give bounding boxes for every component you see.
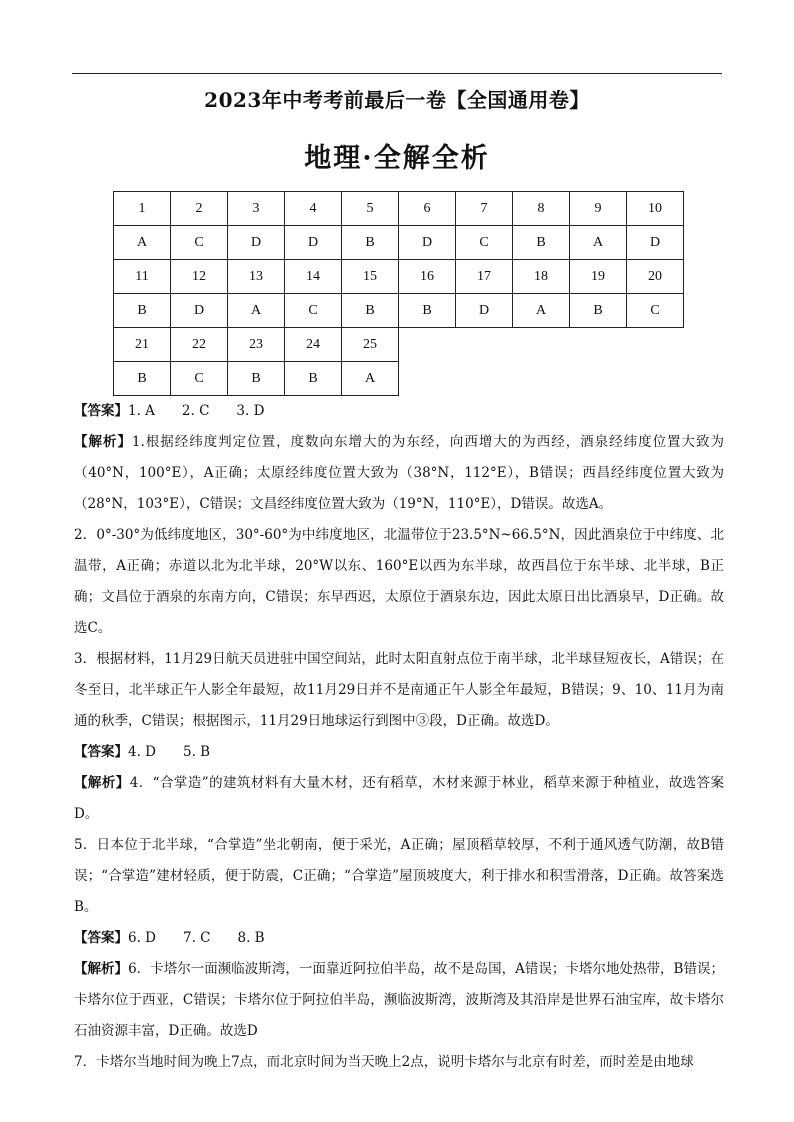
question-number-row [114,192,684,226]
analysis-paragraph [74,768,724,830]
answer-line [74,396,724,427]
question-number-cell: 22 [171,328,228,362]
empty-cell [513,362,570,396]
answer-cell: A [513,294,570,328]
exam-title: 2023年中考考前最后一卷【全国通用卷】 [204,88,590,112]
analysis-paragraph [74,427,724,520]
answer-row [114,362,684,396]
section-text: 1. A 2. C 3. D [128,403,265,419]
section-tag: 【解析】 [74,961,129,977]
question-number-cell: 4 [285,192,342,226]
answer-cell: C [456,226,513,260]
answer-cell: B [228,362,285,396]
answer-cell: D [171,294,228,328]
section-text: 6．卡塔尔一面濒临波斯湾，一面靠近阿拉伯半岛，故不是岛国，A错误；卡塔尔地处热带，B错误；卡塔尔位于西亚，C错误；卡塔尔位于阿拉伯半岛，濒临波斯湾，波斯湾及其沿岸是世界石油宝库，故卡塔尔石油资源丰富，D正确。故选D [74,961,724,1039]
subject-title: 地理·全解全析 [304,143,490,174]
section-tag: 【解析】 [74,434,132,450]
question-number-cell: 5 [342,192,399,226]
section-tag: 【答案】 [74,403,128,419]
analysis-content [74,396,724,1078]
question-number-cell: 6 [399,192,456,226]
question-number-cell: 1 [114,192,171,226]
answer-cell: A [228,294,285,328]
answer-cell: B [570,294,627,328]
empty-cell [570,328,627,362]
question-number-cell: 20 [627,260,684,294]
question-number-cell: 2 [171,192,228,226]
empty-cell [399,328,456,362]
answer-cell: C [171,226,228,260]
answer-cell: D [285,226,342,260]
question-number-row [114,260,684,294]
answer-cell: B [285,362,342,396]
question-number-cell: 17 [456,260,513,294]
answer-cell: A [114,226,171,260]
empty-cell [399,362,456,396]
empty-cell [513,328,570,362]
empty-cell [570,362,627,396]
question-number-cell: 10 [627,192,684,226]
answer-cell: C [627,294,684,328]
question-number-cell: 23 [228,328,285,362]
section-text: 7．卡塔尔当地时间为晚上7点，而北京时间为当天晚上2点，说明卡塔尔与北京有时差，而时差是由地球 [74,1054,694,1070]
analysis-paragraph [74,644,724,737]
answer-cell: D [399,226,456,260]
answer-line [74,923,724,954]
question-number-cell: 8 [513,192,570,226]
section-text: 4．“合掌造”的建筑材料有大量木材，还有稻草，木材来源于林业，稻草来源于种植业，故选答案D。 [74,775,724,822]
question-number-cell: 13 [228,260,285,294]
answer-cell: C [171,362,228,396]
empty-cell [456,362,513,396]
question-number-row [114,328,684,362]
question-number-cell: 24 [285,328,342,362]
section-tag: 【解析】 [74,775,130,791]
answer-cell: A [342,362,399,396]
answer-cell: C [285,294,342,328]
empty-cell [627,328,684,362]
question-number-cell: 9 [570,192,627,226]
question-number-cell: 21 [114,328,171,362]
question-number-cell: 15 [342,260,399,294]
section-text: 4. D 5. B [128,744,211,760]
question-number-cell: 19 [570,260,627,294]
analysis-paragraph [74,1047,724,1078]
analysis-paragraph [74,520,724,644]
answer-row [114,294,684,328]
answer-row [114,226,684,260]
section-text: 6. D 7. C 8. B [128,930,265,946]
answer-cell: B [513,226,570,260]
answer-table [113,191,684,396]
section-text: 3．根据材料，11月29日航天员进驻中国空间站，此时太阳直射点位于南半球，北半球昼短夜长，A错误；在冬至日，北半球正午人影全年最短，故11月29日并不是南通正午人影全年最短，B错误；9、10、11月为南通的秋季，C错误；根据图示，11月29日地球运行到图中③段，D正确。故选D。 [74,651,724,729]
section-text: 1.根据经纬度判定位置，度数向东增大的为东经，向西增大的为西经，酒泉经纬度位置大致为（40°N，100°E），A正确；太原经纬度位置大致为（38°N，112°E），B错误；西昌经纬度位置大致为（28°N，103°E），C错误；文昌经纬度位置大致为（19°N，110°E），D错误。故选A。 [74,434,724,512]
question-number-cell: 11 [114,260,171,294]
answer-cell: B [342,226,399,260]
analysis-paragraph [74,954,724,1047]
question-number-cell: 12 [171,260,228,294]
answer-cell: B [114,294,171,328]
answer-cell: B [114,362,171,396]
answer-line [74,737,724,768]
question-number-cell: 16 [399,260,456,294]
answer-cell: D [627,226,684,260]
question-number-cell: 7 [456,192,513,226]
section-text: 2．0°-30°为低纬度地区，30°-60°为中纬度地区，北温带位于23.5°N~66.5°N，因此酒泉位于中纬度、北温带，A正确；赤道以北为北半球，20°W以东、160°E以西为东半球，故西昌位于东半球、北半球，B正确；文昌位于酒泉的东南方向，C错误；东早西迟，太原位于酒泉东边，因此太原日出比酒泉早，D正确。故选C。 [74,527,724,636]
section-tag: 【答案】 [74,930,128,946]
question-number-cell: 25 [342,328,399,362]
empty-cell [456,328,513,362]
answer-cell: A [570,226,627,260]
question-number-cell: 18 [513,260,570,294]
section-tag: 【答案】 [74,744,128,760]
answer-cell: D [228,226,285,260]
question-number-cell: 14 [285,260,342,294]
analysis-paragraph [74,830,724,923]
header-rule [72,73,722,74]
answer-cell: B [399,294,456,328]
answer-cell: B [342,294,399,328]
question-number-cell: 3 [228,192,285,226]
empty-cell [627,362,684,396]
section-text: 5．日本位于北半球，“合掌造”坐北朝南，便于采光，A正确；屋顶稻草较厚，不利于通风透气防潮，故B错误；“合掌造”建材轻质，便于防震，C正确；“合掌造”屋顶坡度大，利于排水和积雪滑落，D正确。故答案选B。 [74,837,724,915]
answer-cell: D [456,294,513,328]
